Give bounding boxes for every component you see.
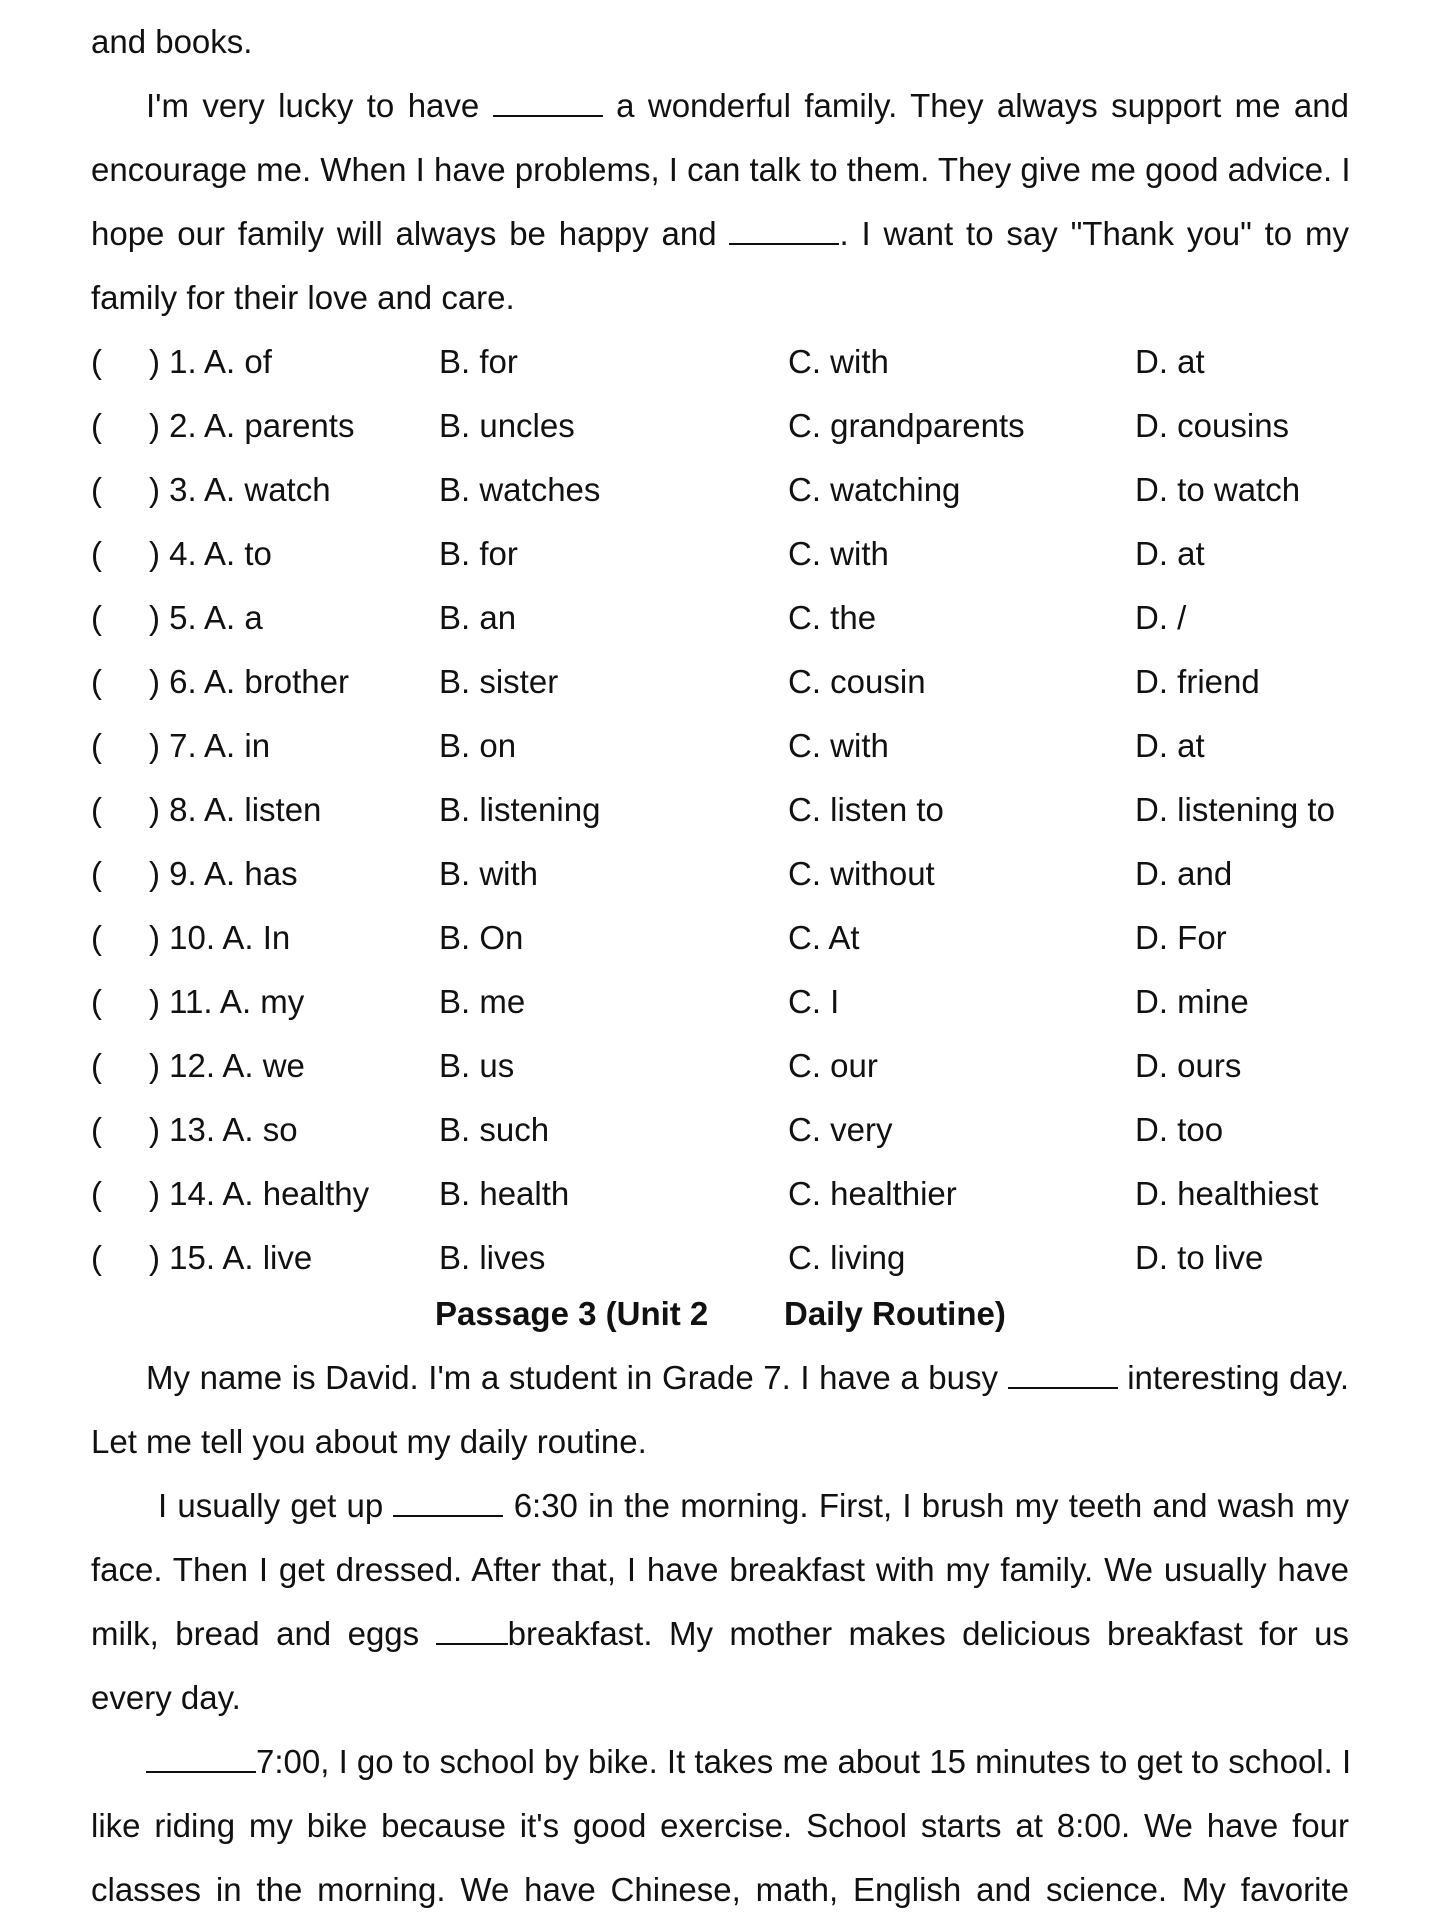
option-a: ) 1. A. of xyxy=(149,343,272,380)
text-span: hope our family will always be happy and xyxy=(91,215,717,252)
option-c: C. very xyxy=(788,1111,893,1148)
option-c: C. with xyxy=(788,727,889,764)
option-c: C. At xyxy=(788,919,860,956)
option-a: ) 6. A. brother xyxy=(149,663,349,700)
option-a: ) 11. A. my xyxy=(149,983,305,1020)
answer-blank xyxy=(1008,1361,1118,1389)
option-c: C. the xyxy=(788,599,877,636)
option-d: D. cousins xyxy=(1135,407,1290,444)
answer-paren: ( xyxy=(91,1047,102,1084)
option-c: C. living xyxy=(788,1239,906,1276)
passage-line xyxy=(91,1612,1349,1656)
question-row xyxy=(91,788,1349,832)
answer-blank xyxy=(436,1617,508,1645)
option-a: ) 4. A. to xyxy=(149,535,272,572)
question-row xyxy=(91,596,1349,640)
text-span: interesting day. xyxy=(1127,1359,1349,1396)
text-span: family for their love and care. xyxy=(91,279,515,316)
text-span: 7:00, I go to school by bike. It takes me about 15 minutes to get to school. I xyxy=(256,1743,1352,1780)
option-a: ) 12. A. we xyxy=(149,1047,305,1084)
text-span: 6:30 in the morning. First, I brush my teeth and wash my xyxy=(513,1487,1349,1524)
passage-line xyxy=(91,1420,1349,1464)
option-a: ) 13. A. so xyxy=(149,1111,298,1148)
text-span: like riding my bike because it's good exercise. School starts at 8:00. We have four xyxy=(91,1807,1349,1844)
passage-line xyxy=(91,276,1349,320)
option-b: B. for xyxy=(439,343,518,380)
option-b: B. an xyxy=(439,599,517,636)
option-a: ) 10. A. In xyxy=(149,919,291,956)
option-d: D. mine xyxy=(1135,983,1249,1020)
option-c: C. watching xyxy=(788,471,961,508)
option-d: D. at xyxy=(1135,535,1205,572)
answer-paren: ( xyxy=(91,1111,102,1148)
option-d: D. at xyxy=(1135,343,1205,380)
option-c: C. our xyxy=(788,1047,878,1084)
passage-line xyxy=(91,1804,1349,1848)
option-a: ) 5. A. a xyxy=(149,599,263,636)
text-span: . I want to say "Thank you" to my xyxy=(839,215,1349,252)
option-d: D. healthiest xyxy=(1135,1175,1319,1212)
question-row xyxy=(91,1108,1349,1152)
text-span: Let me tell you about my daily routine. xyxy=(91,1423,647,1460)
option-b: B. On xyxy=(439,919,524,956)
option-c: C. with xyxy=(788,535,889,572)
answer-blank xyxy=(729,217,839,245)
option-c: C. with xyxy=(788,343,889,380)
option-d: D. / xyxy=(1135,599,1187,636)
question-row xyxy=(91,1044,1349,1088)
answer-paren: ( xyxy=(91,791,102,828)
question-row xyxy=(91,852,1349,896)
passage-line xyxy=(91,212,1349,256)
option-b: B. with xyxy=(439,855,539,892)
option-d: D. at xyxy=(1135,727,1205,764)
passage-line xyxy=(91,1548,1349,1592)
answer-paren: ( xyxy=(91,727,102,764)
question-row xyxy=(91,980,1349,1024)
passage-line xyxy=(158,1484,1349,1528)
option-a: ) 3. A. watch xyxy=(149,471,331,508)
passage-line xyxy=(146,1356,1349,1400)
text-span: encourage me. When I have problems, I can talk to them. They give me good advice. I xyxy=(91,151,1351,188)
text-span: a wonderful family. They always support me and xyxy=(616,87,1349,124)
option-a: ) 8. A. listen xyxy=(149,791,322,828)
option-b: B. sister xyxy=(439,663,559,700)
option-a: ) 15. A. live xyxy=(149,1239,313,1276)
text-span: I usually get up xyxy=(158,1487,384,1524)
passage-line xyxy=(91,148,1349,192)
answer-blank xyxy=(393,1489,503,1517)
question-row xyxy=(91,1236,1349,1280)
option-b: B. watches xyxy=(439,471,601,508)
question-row xyxy=(91,1172,1349,1216)
question-row xyxy=(91,468,1349,512)
passage-line xyxy=(91,20,1349,64)
passage-line xyxy=(91,1676,1349,1720)
option-d: D. to watch xyxy=(1135,471,1301,508)
question-row xyxy=(91,340,1349,384)
option-a: ) 9. A. has xyxy=(149,855,298,892)
question-row xyxy=(91,724,1349,768)
option-a: ) 2. A. parents xyxy=(149,407,355,444)
option-c: C. I xyxy=(788,983,840,1020)
option-b: B. health xyxy=(439,1175,570,1212)
option-d: D. too xyxy=(1135,1111,1224,1148)
text-span: breakfast. My mother makes delicious breakfast for us xyxy=(507,1615,1349,1652)
option-d: D. to live xyxy=(1135,1239,1264,1276)
option-c: C. cousin xyxy=(788,663,926,700)
answer-paren: ( xyxy=(91,535,102,572)
answer-blank xyxy=(493,89,603,117)
text-span: every day. xyxy=(91,1679,241,1716)
passage-title-right: Daily Routine) xyxy=(784,1295,1006,1332)
question-row xyxy=(91,404,1349,448)
option-d: D. listening to xyxy=(1135,791,1335,828)
answer-blank xyxy=(146,1745,256,1773)
passage-title-left: Passage 3 (Unit 2 xyxy=(435,1295,709,1332)
option-d: D. ours xyxy=(1135,1047,1242,1084)
option-b: B. on xyxy=(439,727,517,764)
option-c: C. listen to xyxy=(788,791,944,828)
answer-paren: ( xyxy=(91,1239,102,1276)
option-a: ) 14. A. healthy xyxy=(149,1175,370,1212)
answer-paren: ( xyxy=(91,599,102,636)
option-c: C. grandparents xyxy=(788,407,1025,444)
answer-paren: ( xyxy=(91,919,102,956)
text-span: and books. xyxy=(91,23,253,60)
text-span: face. Then I get dressed. After that, I have breakfast with my family. We usually have xyxy=(91,1551,1349,1588)
option-b: B. such xyxy=(439,1111,550,1148)
question-row xyxy=(91,916,1349,960)
passage-line xyxy=(146,84,1349,128)
answer-paren: ( xyxy=(91,663,102,700)
option-b: B. us xyxy=(439,1047,515,1084)
answer-paren: ( xyxy=(91,471,102,508)
option-c: C. healthier xyxy=(788,1175,957,1212)
option-c: C. without xyxy=(788,855,935,892)
question-row xyxy=(91,532,1349,576)
option-d: D. and xyxy=(1135,855,1233,892)
answer-paren: ( xyxy=(91,407,102,444)
answer-paren: ( xyxy=(91,343,102,380)
passage-line xyxy=(91,1868,1349,1912)
question-row xyxy=(91,660,1349,704)
answer-paren: ( xyxy=(91,1175,102,1212)
option-b: B. listening xyxy=(439,791,601,828)
option-b: B. uncles xyxy=(439,407,575,444)
text-span: classes in the morning. We have Chinese, math, English and science. My favorite xyxy=(91,1871,1349,1908)
option-d: D. For xyxy=(1135,919,1227,956)
text-span: milk, bread and eggs xyxy=(91,1615,420,1652)
answer-paren: ( xyxy=(91,855,102,892)
passage-line xyxy=(146,1740,1352,1784)
answer-paren: ( xyxy=(91,983,102,1020)
text-span: My name is David. I'm a student in Grade 7. I have a busy xyxy=(146,1359,998,1396)
option-b: B. me xyxy=(439,983,526,1020)
option-b: B. for xyxy=(439,535,518,572)
option-b: B. lives xyxy=(439,1239,546,1276)
option-d: D. friend xyxy=(1135,663,1260,700)
option-a: ) 7. A. in xyxy=(149,727,271,764)
text-span: I'm very lucky to have xyxy=(146,87,480,124)
